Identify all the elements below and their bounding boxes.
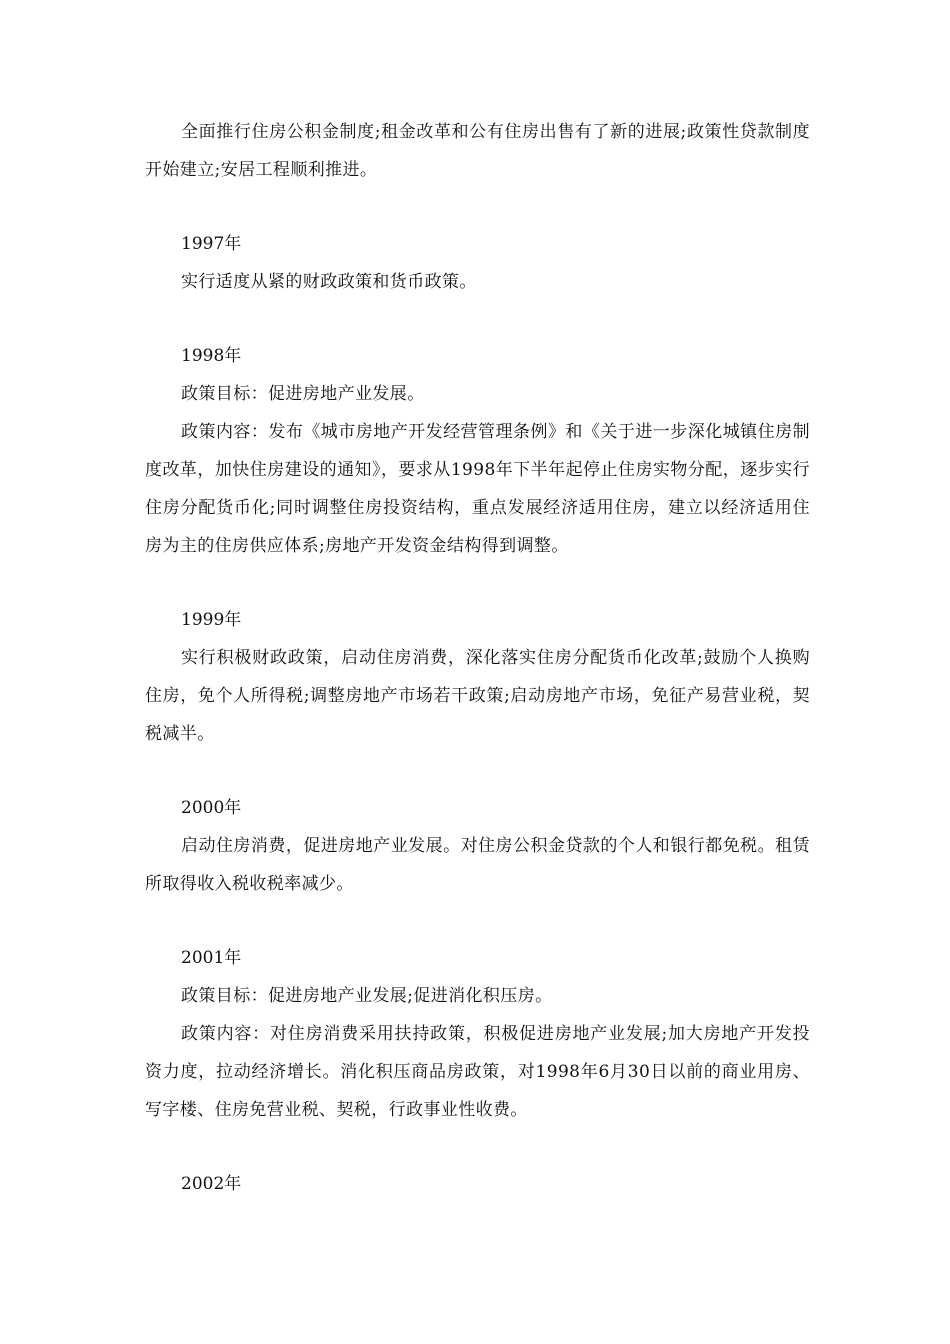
section-gap bbox=[145, 753, 810, 789]
document-body bbox=[145, 113, 810, 1203]
paragraph-housing-fund: 全面推行住房公积金制度;租金改革和公有住房出售有了新的进展;政策性贷款制度开始建立;安居工程顺利推进。 bbox=[145, 122, 810, 180]
paragraph-1997-policy: 实行适度从紧的财政政策和货币政策。 bbox=[181, 272, 477, 292]
paragraph-1998-content: 政策内容：发布《城市房地产开发经营管理条例》和《关于进一步深化城镇住房制度改革，加快住房建设的通知》，要求从1998年下半年起停止住房实物分配，逐步实行住房分配货币化;同时调整住房投资结构，重点发展经济适用住房，建立以经济适用住房为主的住房供应体系;房地产开发资金结构得到调整。 bbox=[145, 422, 810, 556]
paragraph-2001-goal: 政策目标：促进房地产业发展;促进消化积压房。 bbox=[181, 986, 553, 1006]
section-gap bbox=[145, 1129, 810, 1165]
year-heading-1997: 1997年 bbox=[181, 234, 242, 254]
year-heading-1999: 1999年 bbox=[181, 610, 242, 630]
section-gap bbox=[145, 189, 810, 225]
paragraph-1998-goal: 政策目标：促进房地产业发展。 bbox=[181, 384, 425, 404]
section-gap bbox=[145, 301, 810, 337]
paragraph-1999-policy: 实行积极财政政策，启动住房消费，深化落实住房分配货币化改革;鼓励个人换购住房，免个人所得税;调整房地产市场若干政策;启动房地产市场，免征产易营业税，契税减半。 bbox=[145, 648, 810, 744]
paragraph-2001-content: 政策内容：对住房消费采用扶持政策，积极促进房地产业发展;加大房地产开发投资力度，拉动经济增长。消化积压商品房政策，对1998年6月30日以前的商业用房、写字楼、住房免营业税、契税，行政事业性收费。 bbox=[145, 1024, 810, 1120]
year-heading-2000: 2000年 bbox=[181, 798, 242, 818]
year-heading-2002: 2002年 bbox=[181, 1174, 242, 1194]
paragraph-2000-policy: 启动住房消费，促进房地产业发展。对住房公积金贷款的个人和银行都免税。租赁所取得收入税收税率减少。 bbox=[145, 836, 810, 894]
year-heading-1998: 1998年 bbox=[181, 346, 242, 366]
section-gap bbox=[145, 903, 810, 939]
section-gap bbox=[145, 565, 810, 601]
year-heading-2001: 2001年 bbox=[181, 948, 242, 968]
